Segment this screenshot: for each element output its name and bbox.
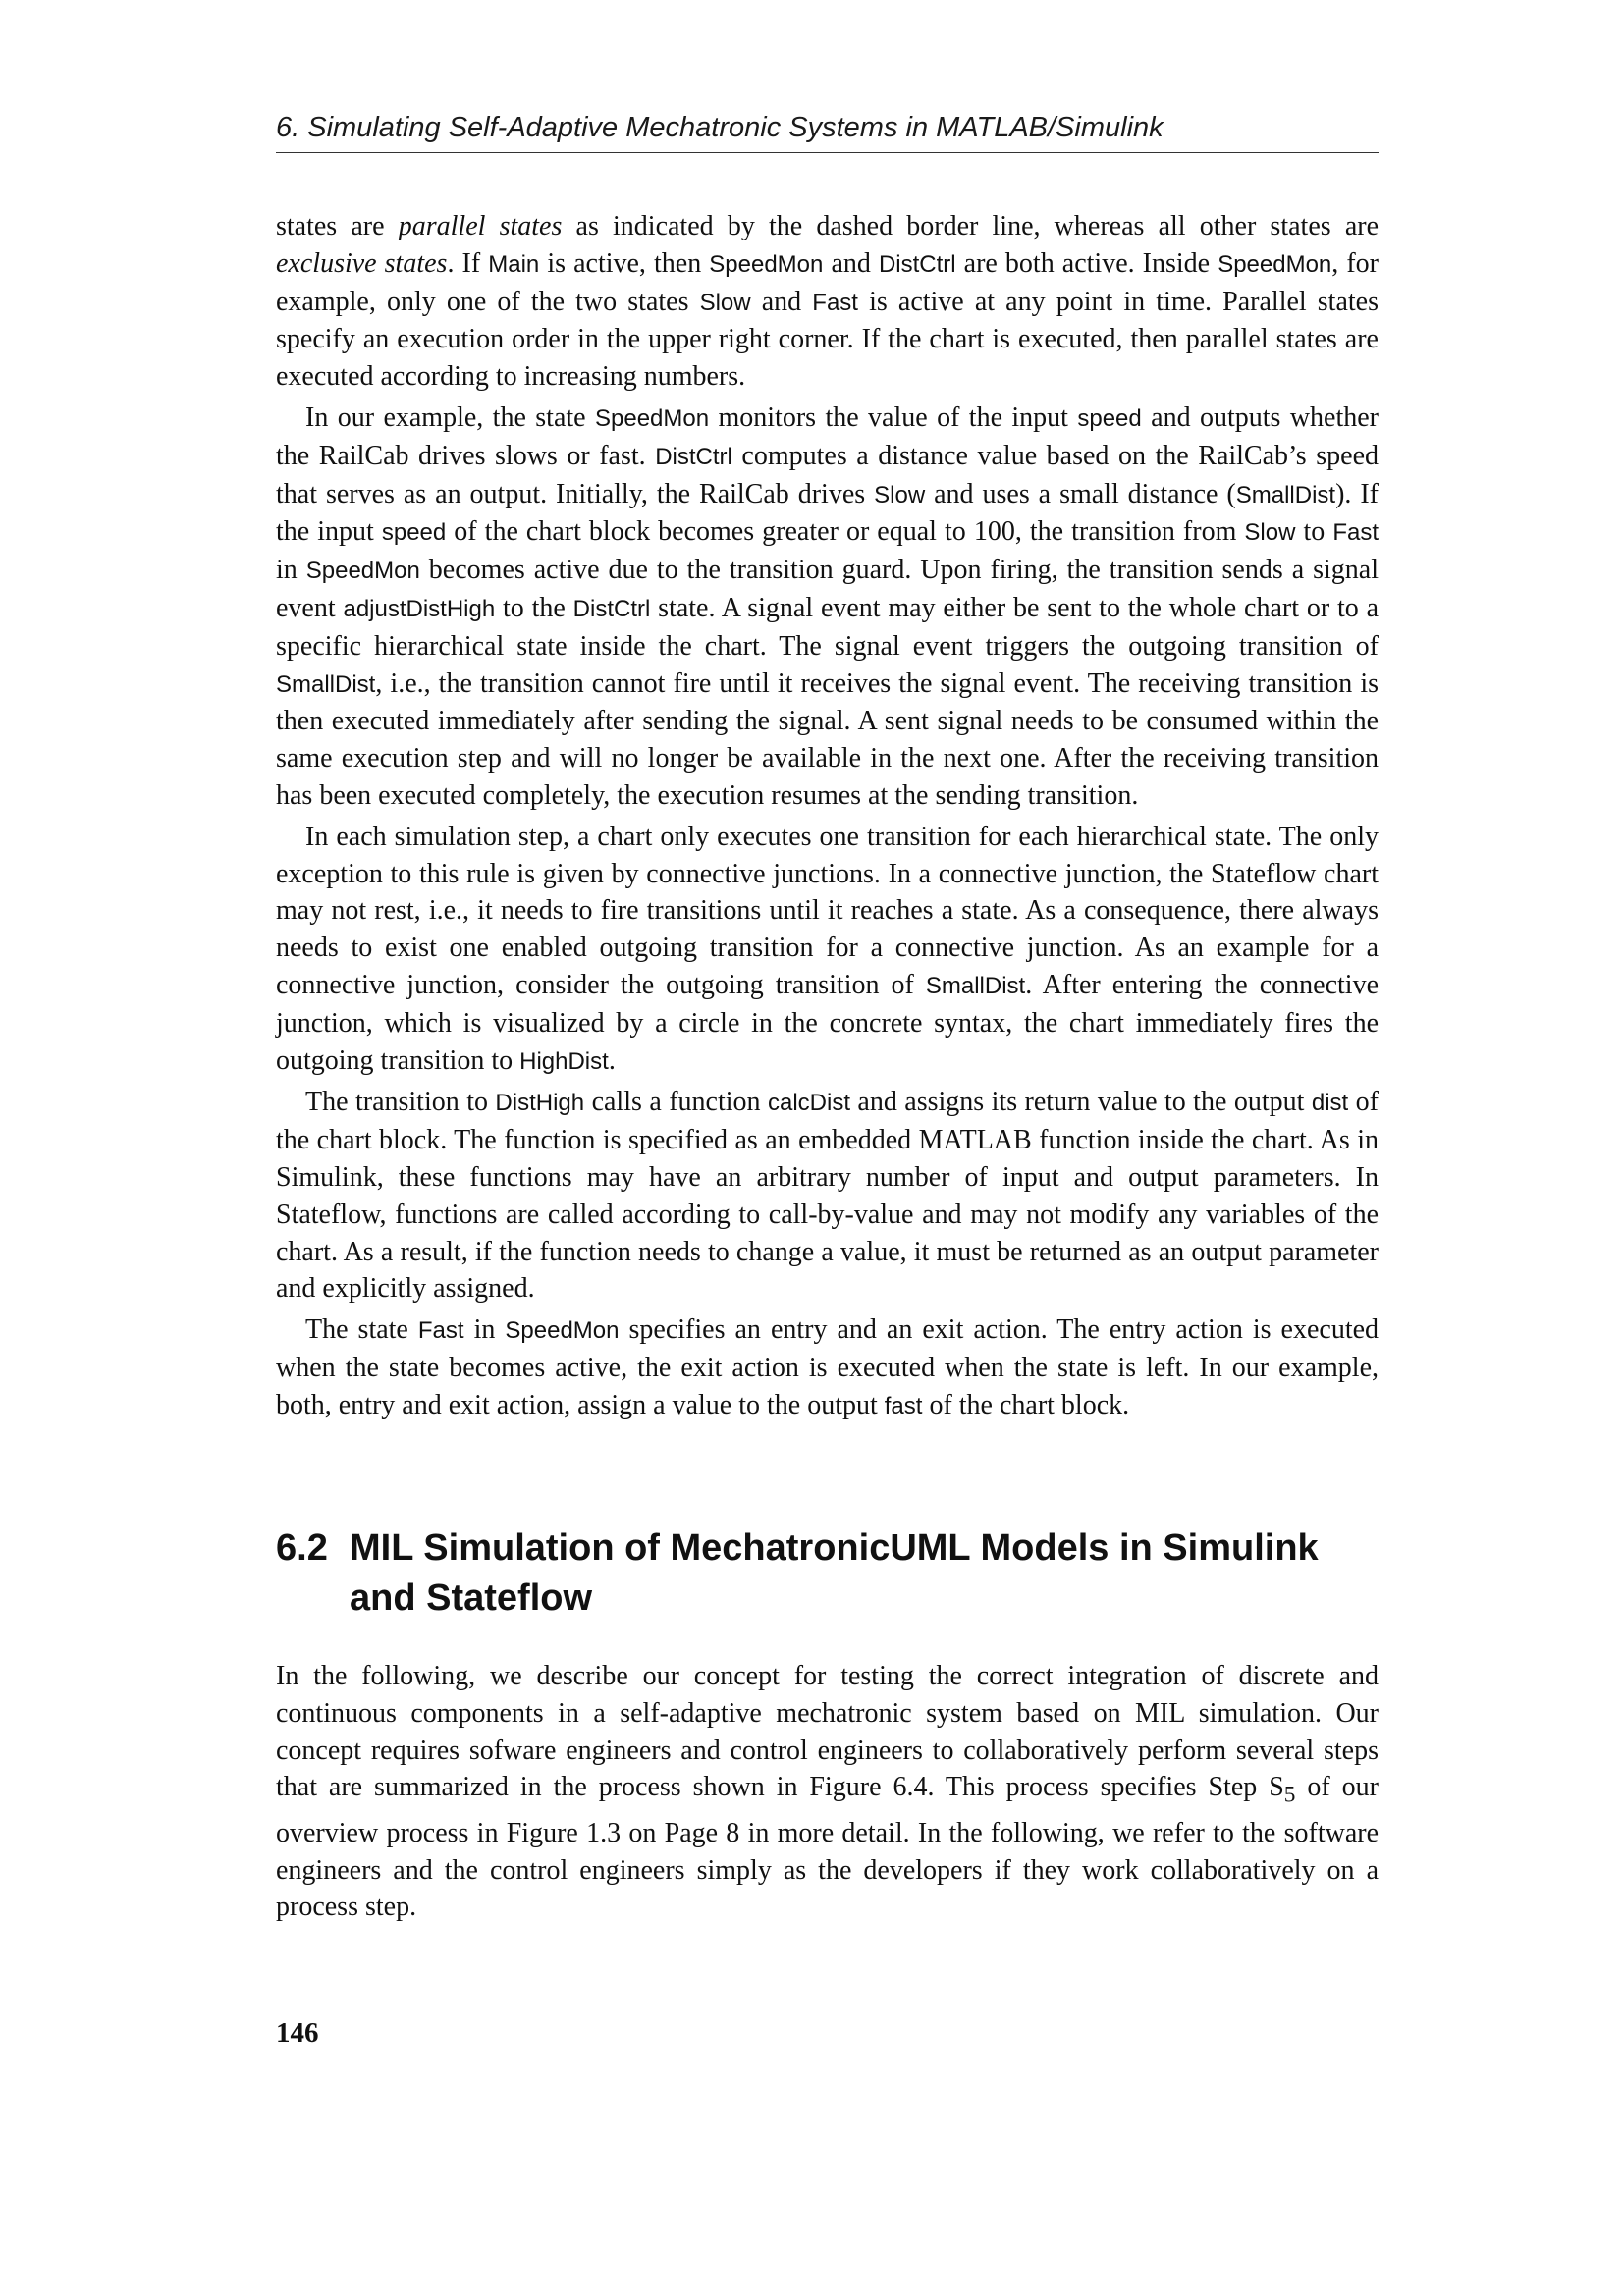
- paragraph-1: [276, 208, 1379, 396]
- paragraph-3: [276, 819, 1379, 1081]
- code-term: SpeedMon: [1218, 250, 1332, 278]
- running-header: 6. Simulating Self-Adaptive Mechatronic Systems in MATLAB/Simulink: [276, 111, 1379, 153]
- code-term: SmallDist: [925, 972, 1026, 999]
- text: to the: [495, 592, 573, 623]
- text: in: [463, 1314, 506, 1346]
- text: In each simulation step, a chart only executes one transition for each hierarchical state. The only exception to this rule is given by connective junctions. In a connective junction, the Stateflow chart may not rest, i.e., it needs to fire transitions until it reaches a state. As a consequence, there always needs to exist one enabled outgoing transition for a connective junction. As an example for a connective junction, consider the outgoing transition of: [276, 821, 1379, 1000]
- text: and: [823, 247, 879, 279]
- text: and: [750, 286, 813, 317]
- paragraph-5: [276, 1311, 1379, 1424]
- body-text: [276, 208, 1379, 1429]
- text: specifies an entry and an exit action. The entry action is executed when the state becomes active, the exit action is executed when the state is left. In our example, both, entry and exit action, assign a value to the output: [276, 1314, 1380, 1420]
- text: In the following, we describe our concept for testing the correct integration of discrete and continuous components in a self-adaptive mechatronic system based on MIL simulation. Our concept requires sofware engineers and control engineers to collaboratively perform several steps that are summarized in the process shown in Figure 6.4. This process specifies Step S: [276, 1661, 1379, 1803]
- code-term: SmallDist: [1235, 481, 1336, 508]
- text: computes a distance value based on the RailCab’s speed that serves as an output. Initially, the RailCab drives: [276, 440, 1379, 509]
- paragraph-6: [276, 1658, 1379, 1926]
- code-term: DistHigh: [495, 1090, 585, 1117]
- code-term: Fast: [812, 289, 858, 316]
- text: In our example, the state: [305, 401, 595, 433]
- code-term: Slow: [874, 481, 926, 508]
- text: in: [276, 555, 306, 586]
- code-term: HighDist: [519, 1047, 609, 1075]
- text: . After entering the connective junction, which is visualized by a circle in the concrete syntax, the chart immediately fires the outgoing transition to: [276, 969, 1380, 1076]
- subscript: 5: [1283, 1782, 1296, 1808]
- code-term: speed: [1077, 404, 1142, 432]
- code-term: calcDist: [767, 1090, 850, 1117]
- text: as indicated by the dashed border line, whereas all other states are: [562, 211, 1379, 241]
- text: and uses a small distance (: [925, 478, 1236, 509]
- code-term: dist: [1311, 1090, 1349, 1117]
- code-term: Fast: [1332, 519, 1379, 547]
- code-term: SpeedMon: [595, 404, 710, 432]
- code-term: SpeedMon: [505, 1317, 620, 1345]
- text: . If: [447, 247, 489, 279]
- paragraph-4: [276, 1084, 1379, 1308]
- code-term: Slow: [1244, 519, 1296, 547]
- section-heading: [276, 1523, 1379, 1624]
- code-term: DistCtrl: [878, 250, 956, 278]
- emphasis: parallel states: [398, 211, 563, 241]
- emphasis: exclusive states: [276, 247, 448, 279]
- code-term: Slow: [699, 289, 751, 316]
- code-term: DistCtrl: [655, 443, 732, 470]
- code-term: adjustDistHigh: [343, 595, 496, 622]
- section-heading-line-1: [276, 1523, 1379, 1574]
- section-number: 6.2: [276, 1527, 328, 1569]
- code-term: speed: [381, 519, 447, 547]
- text: becomes active due to the transition guard. Upon firing, the transition sends a signal event: [276, 555, 1379, 623]
- text: is active at any point in time. Parallel states specify an execution order in the upper right corner. If the chart is executed, then parallel states are executed according to increasing numbers.: [276, 286, 1379, 393]
- code-term: Fast: [417, 1317, 464, 1345]
- paragraph-2: [276, 400, 1379, 815]
- section-title-line-2: and Stateflow: [350, 1577, 593, 1619]
- text: ). If the input: [276, 478, 1379, 548]
- text: monitors the value of the input: [709, 401, 1078, 433]
- text: states are: [276, 211, 399, 241]
- section-body-text: [276, 1658, 1379, 1926]
- code-term: SpeedMon: [305, 558, 420, 585]
- text: , for example, only one of the two states: [276, 247, 1379, 317]
- text: calls a function: [584, 1087, 768, 1118]
- text: of the chart block becomes greater or equal to 100, the transition from: [446, 516, 1245, 548]
- text: are both active. Inside: [955, 247, 1218, 279]
- text: and outputs whether the RailCab drives slows or fast.: [276, 401, 1380, 471]
- text: The transition to: [305, 1087, 496, 1118]
- section-title-line-1: MIL Simulation of MechatronicUML Models in Simulink: [350, 1527, 1319, 1569]
- text: is active, then: [539, 247, 710, 279]
- text: , i.e., the transition cannot fire until it receives the signal event. The receiving transition is then executed immediately after sending the signal. A sent signal needs to be consumed within the same execution step and will no longer be available in the next one. After the receiving transition has been executed completely, the execution resumes at the sending transition.: [276, 667, 1379, 811]
- text: of the chart block.: [922, 1389, 1130, 1420]
- code-term: SpeedMon: [709, 250, 824, 278]
- page-number: 146: [276, 2017, 319, 2049]
- code-term: DistCtrl: [572, 595, 651, 622]
- text: to: [1295, 516, 1333, 548]
- code-term: Main: [488, 250, 540, 278]
- code-term: fast: [884, 1392, 923, 1419]
- text: .: [608, 1044, 616, 1076]
- text: state. A signal event may either be sent to the whole chart or to a specific hierarchical state inside the chart. The signal event triggers the outgoing transition of: [276, 592, 1380, 662]
- code-term: SmallDist: [276, 670, 376, 698]
- text: of our overview process in Figure 1.3 on Page 8 in more detail. In the following, we refer to the software engineers and the control engineers simply as the developers if they work collaboratively on a process step.: [276, 1772, 1379, 1923]
- text: The state: [305, 1314, 418, 1346]
- text: of the chart block. The function is specified as an embedded MATLAB function inside the chart. As in Simulink, these functions may have an arbitrary number of input and output parameters. In Stateflow, functions are called according to call-by-value and may not modify any variables of the chart. As a result, if the function needs to change a value, it must be returned as an output parameter and explicitly assigned.: [276, 1087, 1379, 1305]
- text: and assigns its return value to the output: [849, 1087, 1312, 1118]
